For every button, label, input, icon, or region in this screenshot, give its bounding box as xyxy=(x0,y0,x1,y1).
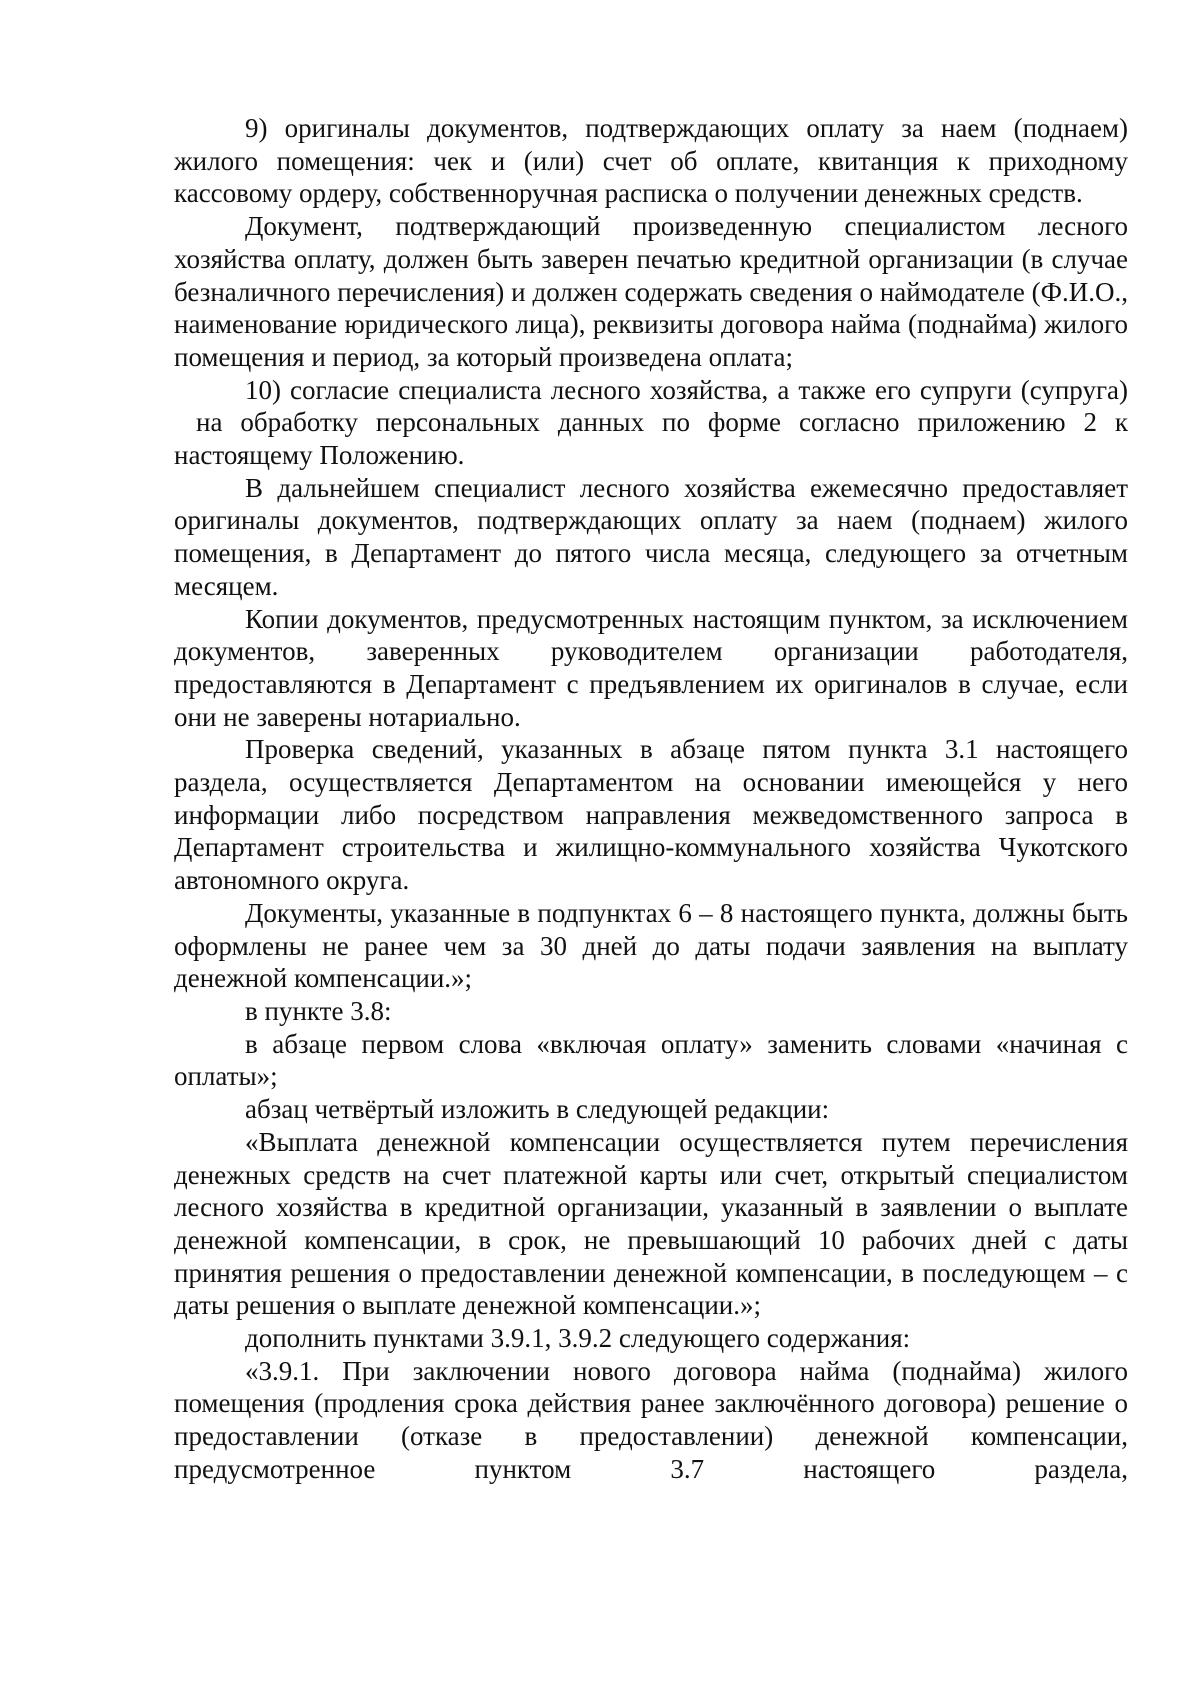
paragraph-information-check: Проверка сведений, указанных в абзаце пятом пункта 3.1 настоящего раздела, осуществляется Департаментом на основании имеющейся у него информации либо посредством направления межведомственного запроса в Департамент строительства и жилищно-коммунального хозяйства Чукотского автономного округа. xyxy=(174,734,1128,896)
paragraph-point-3-9-1: «3.9.1. При заключении нового договора найма (поднайма) жилого помещения (продления срока действия ранее заключённого договора) решение о предоставлении (отказе в предоставлении) денежной компенсации, предусмотренное пунктом 3.7 настоящего раздела, xyxy=(174,1355,1128,1484)
paragraph-monthly-originals: В дальнейшем специалист лесного хозяйства ежемесячно предоставляет оригиналы документов, подтверждающих оплату за наем (поднаем) жилого помещения, в Департамент до пятого числа месяца, следующего за отчетным месяцем. xyxy=(174,472,1128,601)
paragraph-first-abstract-change: в абзаце первом слова «включая оплату» заменить словами «начиная с оплаты»; xyxy=(174,1028,1128,1092)
paragraph-item-10-consent-part-1: 10) согласие специалиста лесного хозяйства, а также его супруги (супруга) xyxy=(245,374,1128,405)
paragraph-item-10-consent-part-2: на обработку персональных данных по форме согласно приложению 2 к настоящему Положению. xyxy=(174,407,1128,471)
paragraph-add-points-intro: дополнить пунктами 3.9.1, 3.9.2 следующего содержания: xyxy=(245,1323,911,1354)
paragraph-document-copies: Копии документов, предусмотренных настоящим пунктом, за исключением документов, заверенных руководителем организации работодателя, предоставляются в Департамент с предъявлением их оригиналов в случае, если они не заверены нотариально. xyxy=(174,603,1128,732)
paragraph-payment-procedure: «Выплата денежной компенсации осуществляется путем перечисления денежных средств на счет платежной карты или счет, открытый специалистом лесного хозяйства в кредитной организации, указанный в заявлении о выплате денежной компенсации, в срок, не превышающий 10 рабочих дней с даты принятия решения о предоставлении денежной компенсации, в последующем – с даты решения о выплате денежной компенсации.»; xyxy=(174,1126,1128,1321)
paragraph-fourth-abstract-intro: абзац четвёртый изложить в следующей редакции: xyxy=(245,1094,830,1125)
paragraph-item-10-consent xyxy=(174,374,1128,472)
paragraph-payment-document-requirements: Документ, подтверждающий произведенную специалистом лесного хозяйства оплату, должен быть заверен печатью кредитной организации (в случае безналичного перечисления) и должен содержать сведения о наймодателе (Ф.И.О., наименование юридического лица), реквизиты договора найма (поднайма) жилого помещения и период, за который произведена оплата; xyxy=(174,211,1128,372)
paragraph-point-3-8-heading: в пункте 3.8: xyxy=(245,995,392,1026)
paragraph-item-9-originals: 9) оригиналы документов, подтверждающих оплату за наем (поднаем) жилого помещения: чек и (или) счет об оплате, квитанция к приходному кассовому ордеру, собственноручная расписка о получении денежных средств. xyxy=(174,113,1128,209)
document-body xyxy=(174,112,1128,1486)
paragraph-document-validity: Документы, указанные в подпунктах 6 – 8 настоящего пункта, должны быть оформлены не ранее чем за 30 дней до даты подачи заявления на выплату денежной компенсации.»; xyxy=(174,897,1128,994)
